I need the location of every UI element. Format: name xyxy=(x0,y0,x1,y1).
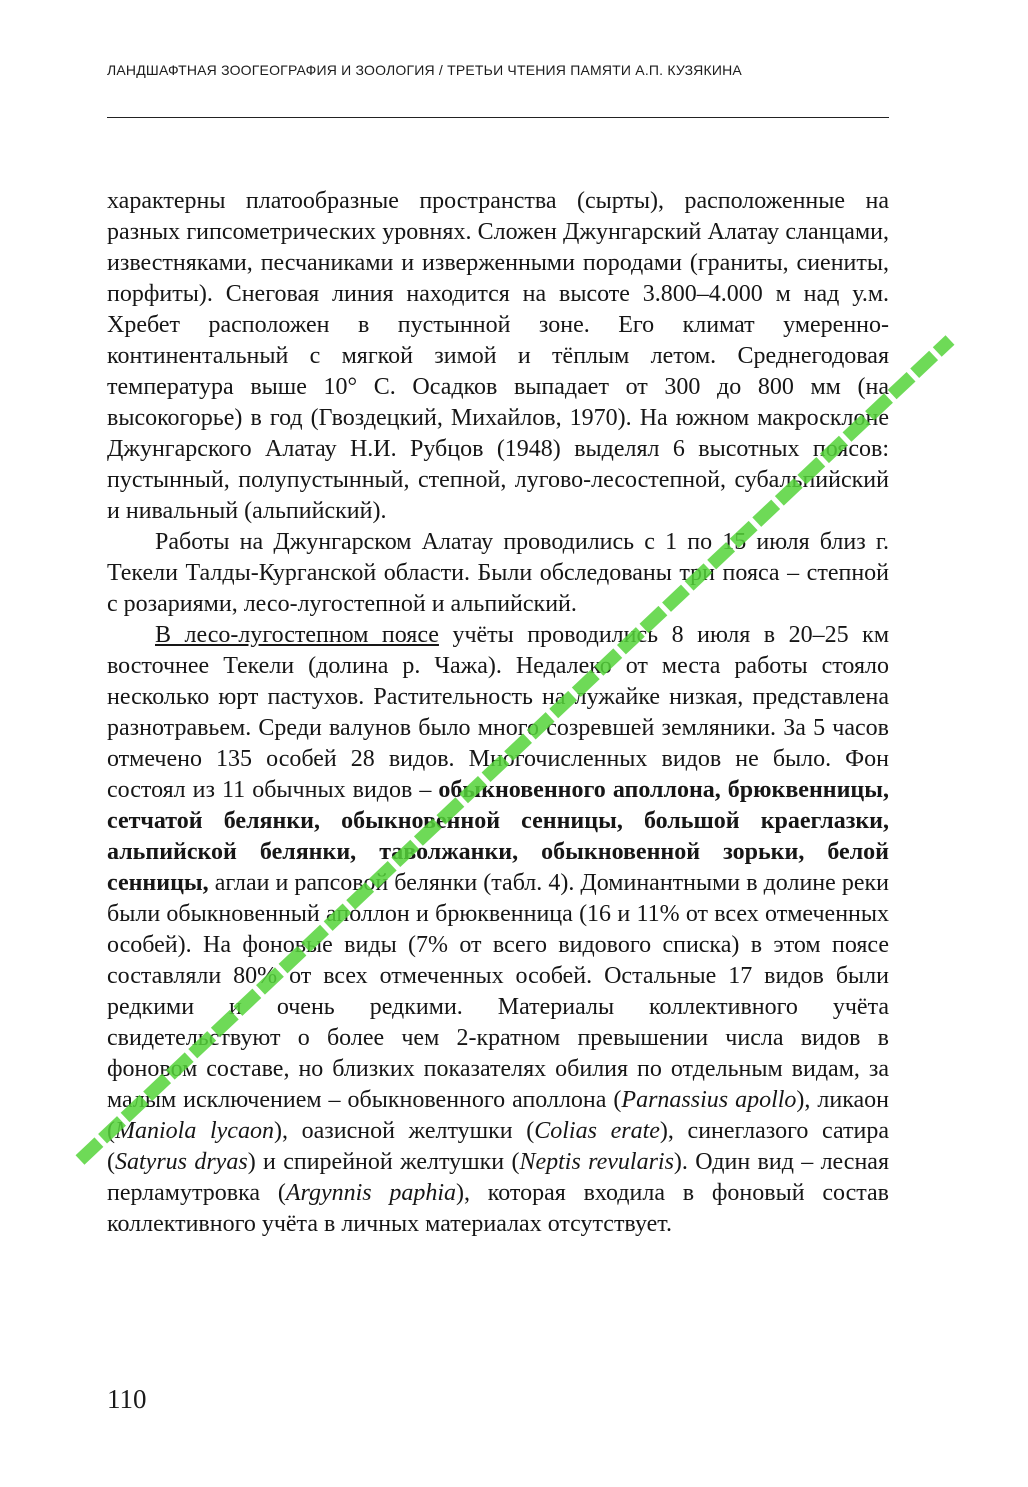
text-run: ). Один вид – лесная перламутровка ( xyxy=(107,1149,889,1206)
running-header: ЛАНДШАФТНАЯ ЗООГЕОГРАФИЯ И ЗООЛОГИЯ / ТРЕТЬИ ЧТЕНИЯ ПАМЯТИ А.П. КУЗЯКИНА xyxy=(107,62,742,78)
main-text xyxy=(107,186,889,1240)
latin-name: Colias erate xyxy=(534,1118,660,1144)
latin-name: Argynnis paphia xyxy=(285,1180,457,1206)
paragraph-2: Работы на Джунгарском Алатау проводились с 1 по 15 июля близ г. Текели Талды-Курганской области. Были обследованы три пояса – степной с розариями, лесо-лугостепной и альпийский. xyxy=(107,529,889,617)
header-rule xyxy=(107,117,889,118)
latin-name: Maniola lycaon xyxy=(115,1118,274,1144)
text-run: ), ликаон ( xyxy=(107,1087,890,1144)
text-run: аглаи и рапсовой белянки (табл. 4). Доминантными в долине реки были обыкновенный аполлон и брюквенница (16 и 11% от всех отмеченных особей). На фоновые виды (7% от всего видового списка) в этом поясе составляли 80% от всех отмеченных особей. Остальные 17 видов были редкими и очень редкими. Материалы коллективного учёта свидетельствуют о более чем 2-кратном превышении числа видов в фоновом составе, но близких показателях обилия по отдельным видам, за малым исключением – обыкновенного аполлона ( xyxy=(107,870,889,1113)
page-number: 110 xyxy=(107,1384,147,1414)
latin-name: Neptis revularis xyxy=(519,1149,674,1175)
latin-name: Parnassius apollo xyxy=(621,1087,797,1113)
text-run: ), которая входила в фоновый состав коллективного учёта в личных материалах отсутствует. xyxy=(107,1180,889,1237)
text-run: ) и спирейной желтушки ( xyxy=(247,1149,520,1175)
latin-name: Satyrus dryas xyxy=(115,1149,248,1175)
text-run: учёты проводились 8 июля в 20–25 км восточнее Текели (долина р. Чажа). Недалеко от места работы стояло несколько юрт пастухов. Растительность на лужайке низкая, представлена разнотравьем. Среди валунов было много созревшей земляники. За 5 часов отмечено 135 особей 28 видов. Многочисленных видов не было. Фон состоял из 11 обычных видов – xyxy=(107,622,890,803)
section-heading-underlined: В лесо-лугостепном поясе xyxy=(155,622,439,648)
paragraph-1: характерны платообразные пространства (сырты), расположенные на разных гипсометрических уровнях. Сложен Джунгарский Алатау сланцами, известняками, песчаниками и изверженными породами (граниты, сиениты, порфиты). Снеговая линия находится на высоте 3.800–4.000 м над у.м. Хребет расположен в пустынной зоне. Его климат умеренно-континентальный с мягкой зимой и тёплым летом. Среднегодовая температура выше 10° С. Осадков выпадает от 300 до 800 мм (на высокогорье) в год (Гвоздецкий, Михайлов, 1970). На южном макросклоне Джунгарского Алатау Н.И. Рубцов (1948) выделял 6 высотных поясов: пустынный, полупустынный, степной, лугово-лесостепной, субальпийский и нивальный (альпийский). xyxy=(107,188,889,524)
bold-species-list: обыкновенного аполлона, брюквенницы, сетчатой белянки, обыкновенной сенницы, большой краеглазки, альпийской белянки, таволжанки, обыкновенной зорьки, белой сенницы, xyxy=(107,777,889,896)
text-run: ), оазисной желтушки ( xyxy=(273,1118,535,1144)
paragraph-3 xyxy=(107,620,889,1240)
text-run: ), синеглазого сатира ( xyxy=(107,1118,889,1175)
